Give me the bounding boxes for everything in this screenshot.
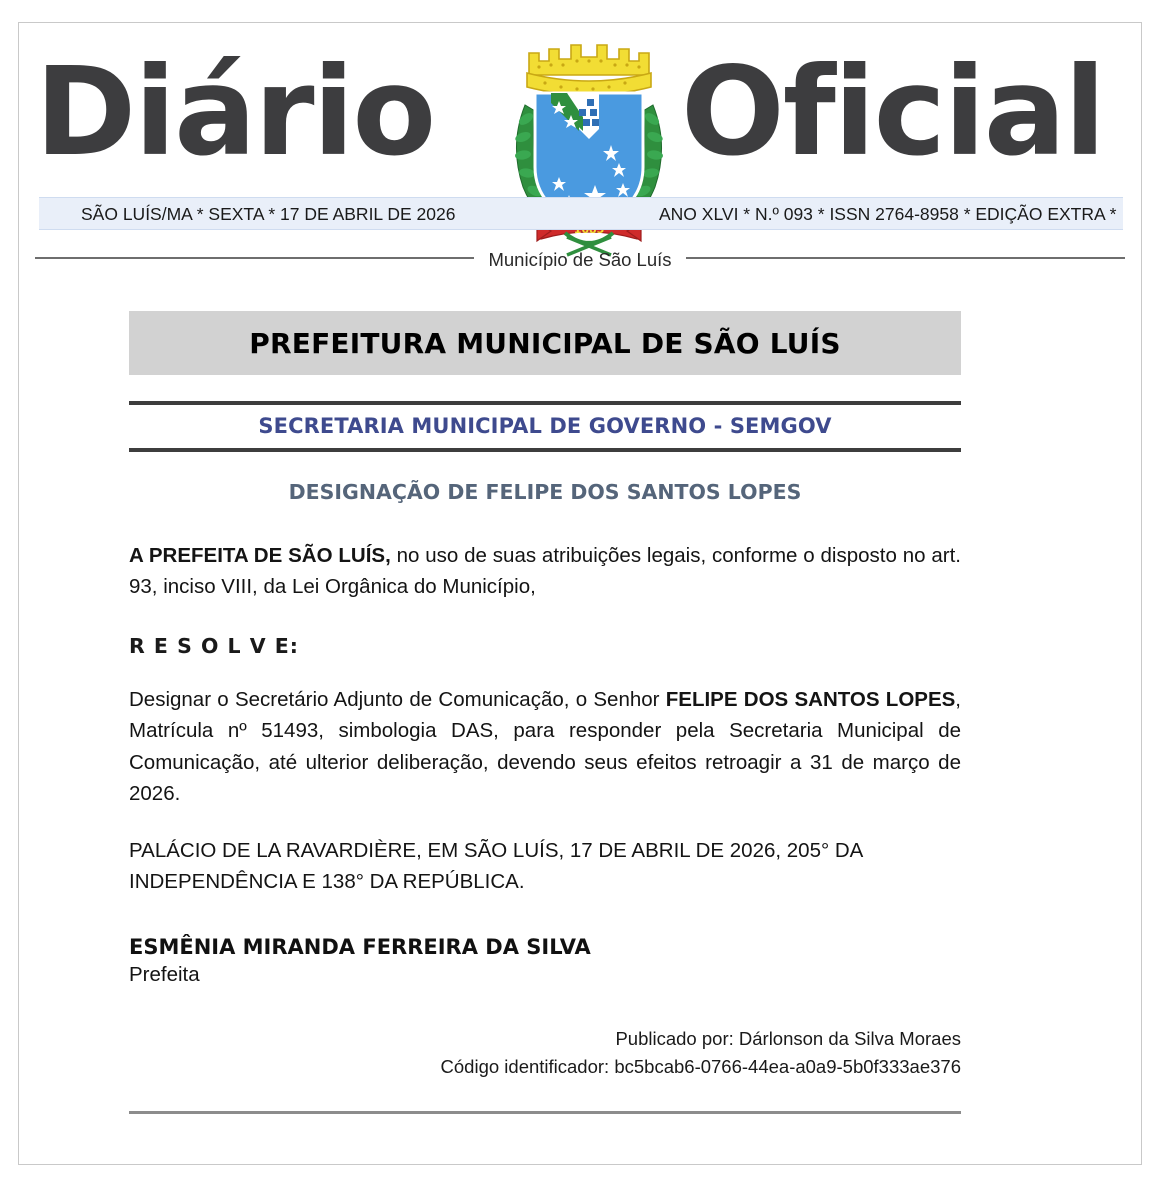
secretariat-title: SECRETARIA MUNICIPAL DE GOVERNO - SEMGOV	[258, 414, 832, 438]
footer-divider	[129, 1111, 961, 1114]
divider-left	[35, 257, 474, 259]
issue-info-band	[39, 197, 1123, 230]
issue-number-info: ANO XLVI * N.º 093 * ISSN 2764-8958 * EDIÇÃO EXTRA *	[659, 204, 1117, 224]
published-by: Publicado por: Dárlonson da Silva Moraes	[615, 1028, 961, 1050]
municipality-label: Município de São Luís	[488, 249, 672, 270]
secretariat-section	[129, 401, 961, 452]
secretariat-rule-bottom	[129, 448, 961, 452]
signer-name: ESMÊNIA MIRANDA FERREIRA DA SILVA	[129, 935, 591, 960]
act-subtitle: DESIGNAÇÃO DE FELIPE DOS SANTOS LOPES	[288, 480, 802, 504]
masthead-title-oficial: Oficial	[681, 41, 1104, 183]
prefeitura-banner-label: PREFEITURA MUNICIPAL DE SÃO LUÍS	[249, 326, 841, 360]
identifier-code: Código identificador: bc5bcab6-0766-44ea-a0a9-5b0f333ae376	[440, 1056, 961, 1077]
act-main-paragraph	[129, 684, 961, 809]
act-preamble-rest: no uso de suas atribuições legais, conforme o disposto no art. 93, inciso VIII, da Lei Orgânica do Município,	[129, 544, 961, 599]
act-preamble-strong: A PREFEITA DE SÃO LUÍS,	[129, 544, 391, 567]
publication-block	[129, 1025, 961, 1081]
municipality-rule	[35, 245, 1125, 271]
act-resolve-label: R E S O L V E:	[129, 634, 299, 659]
signer-role: Prefeita	[129, 963, 200, 987]
act-place-date: PALÁCIO DE LA RAVARDIÈRE, EM SÃO LUÍS, 17 DE ABRIL DE 2026, 205° DA INDEPENDÊNCIA E 138° DA REPÚBLICA.	[129, 838, 863, 894]
act-designee-name: FELIPE DOS SANTOS LOPES	[665, 688, 956, 712]
gazette-page	[18, 22, 1142, 1165]
signature-block	[129, 935, 961, 987]
masthead	[19, 23, 1141, 224]
act-preamble	[129, 540, 961, 602]
act-body-part2: , Matrícula nº 51493, simbologia DAS, para responder pela Secretaria Municipal de Comunicação, até ulterior deliberação, devendo seus efeitos retroagir a 31 de março de 2026.	[129, 688, 961, 805]
prefeitura-banner	[129, 311, 961, 375]
masthead-title-diario: Diário	[35, 41, 435, 183]
divider-right	[686, 257, 1125, 259]
issue-place-date: SÃO LUÍS/MA * SEXTA * 17 DE ABRIL DE 2026	[81, 204, 456, 224]
document-body	[129, 311, 961, 1114]
act-body-part1: Designar o Secretário Adjunto de Comunicação, o Senhor	[129, 688, 666, 712]
